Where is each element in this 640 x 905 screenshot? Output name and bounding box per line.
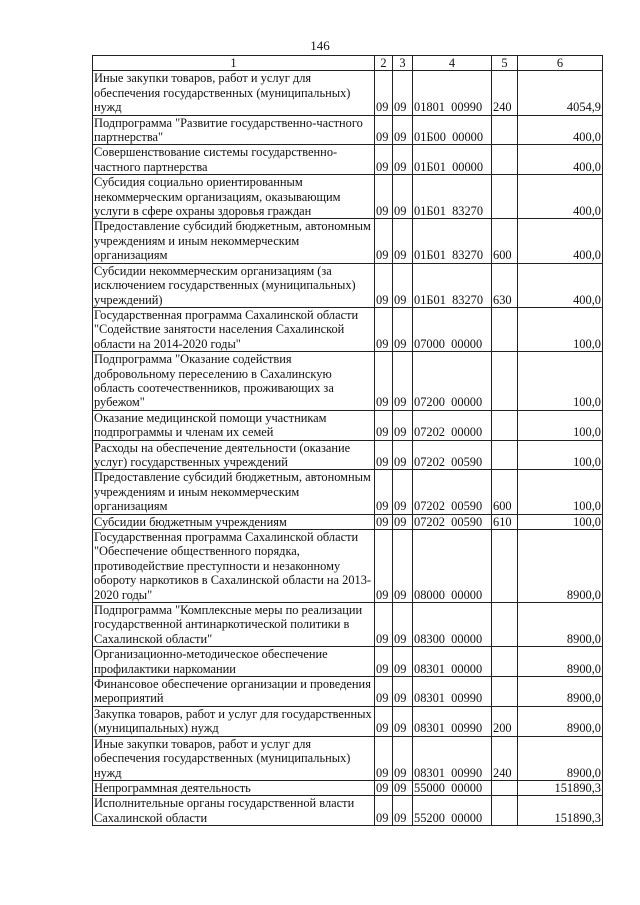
row-subsection-code: 09 [393, 263, 413, 307]
row-subsection-code: 09 [393, 175, 413, 219]
row-name: Субсидии некоммерческим организациям (за исключением государственных (муниципальных) учреждений) [93, 263, 375, 307]
row-section-code: 09 [375, 706, 393, 736]
table-row [93, 647, 603, 677]
row-section-code: 09 [375, 440, 393, 470]
page-number: 146 [310, 38, 330, 53]
row-amount: 400,0 [518, 219, 603, 263]
row-expense-type: 240 [492, 736, 518, 780]
row-subsection-code: 09 [393, 219, 413, 263]
header-row [93, 56, 603, 71]
row-name: Финансовое обеспечение организации и проведения мероприятий [93, 677, 375, 707]
row-expense-type: 600 [492, 219, 518, 263]
row-amount: 8900,0 [518, 706, 603, 736]
row-target-article: 01Б01 83270 [413, 219, 492, 263]
row-name: Исполнительные органы государственной власти Сахалинской области [93, 796, 375, 826]
row-section-code: 09 [375, 470, 393, 514]
row-section-code: 09 [375, 352, 393, 411]
row-amount: 151890,3 [518, 796, 603, 826]
row-amount: 100,0 [518, 514, 603, 529]
row-amount: 151890,3 [518, 780, 603, 795]
row-expense-type: 610 [492, 514, 518, 529]
row-amount: 100,0 [518, 352, 603, 411]
row-section-code: 09 [375, 145, 393, 175]
row-expense-type: 600 [492, 470, 518, 514]
row-subsection-code: 09 [393, 115, 413, 145]
row-subsection-code: 09 [393, 736, 413, 780]
row-expense-type [492, 530, 518, 603]
row-expense-type [492, 175, 518, 219]
row-target-article: 08301 00990 [413, 677, 492, 707]
table-body [93, 71, 603, 826]
row-amount: 100,0 [518, 307, 603, 351]
row-amount: 8900,0 [518, 647, 603, 677]
row-name: Подпрограмма "Комплексные меры по реализации государственной антинаркотической политики в Сахалинской области" [93, 603, 375, 647]
row-target-article: 55200 00000 [413, 796, 492, 826]
row-name: Предоставление субсидий бюджетным, автономным учреждениям и иным некоммерческим организациям [93, 219, 375, 263]
row-section-code: 09 [375, 780, 393, 795]
row-subsection-code: 09 [393, 470, 413, 514]
row-target-article: 08301 00000 [413, 647, 492, 677]
row-expense-type [492, 796, 518, 826]
row-amount: 100,0 [518, 470, 603, 514]
row-target-article: 07200 00000 [413, 352, 492, 411]
row-section-code: 09 [375, 175, 393, 219]
row-amount: 400,0 [518, 115, 603, 145]
table-row [93, 145, 603, 175]
row-section-code: 09 [375, 677, 393, 707]
row-target-article: 07202 00590 [413, 440, 492, 470]
row-expense-type [492, 307, 518, 351]
row-target-article: 01Б00 00000 [413, 115, 492, 145]
row-amount: 100,0 [518, 410, 603, 440]
row-section-code: 09 [375, 307, 393, 351]
row-expense-type [492, 115, 518, 145]
row-expense-type [492, 352, 518, 411]
row-expense-type: 240 [492, 71, 518, 115]
table-row [93, 71, 603, 115]
table-row [93, 514, 603, 529]
row-subsection-code: 09 [393, 603, 413, 647]
table-row [93, 440, 603, 470]
row-name: Субсидии бюджетным учреждениям [93, 514, 375, 529]
row-target-article: 01801 00990 [413, 71, 492, 115]
row-target-article: 08000 00000 [413, 530, 492, 603]
row-name: Предоставление субсидий бюджетным, автономным учреждениям и иным некоммерческим организациям [93, 470, 375, 514]
row-name: Государственная программа Сахалинской области "Обеспечение общественного порядка, противодействие преступности и незаконному обороту наркотиков в Сахалинской области на 2013-2020 годы" [93, 530, 375, 603]
row-expense-type [492, 410, 518, 440]
row-expense-type [492, 647, 518, 677]
row-subsection-code: 09 [393, 352, 413, 411]
row-amount: 400,0 [518, 263, 603, 307]
table-row [93, 530, 603, 603]
table-row [93, 706, 603, 736]
row-section-code: 09 [375, 514, 393, 529]
row-name: Закупка товаров, работ и услуг для государственных (муниципальных) нужд [93, 706, 375, 736]
budget-table [92, 55, 603, 826]
row-section-code: 09 [375, 736, 393, 780]
row-section-code: 09 [375, 796, 393, 826]
table-row [93, 219, 603, 263]
row-section-code: 09 [375, 115, 393, 145]
row-expense-type [492, 603, 518, 647]
row-amount: 4054,9 [518, 71, 603, 115]
row-subsection-code: 09 [393, 706, 413, 736]
table-row [93, 603, 603, 647]
row-amount: 8900,0 [518, 736, 603, 780]
row-target-article: 01Б01 00000 [413, 145, 492, 175]
table-row [93, 410, 603, 440]
row-name: Оказание медицинской помощи участникам подпрограммы и членам их семей [93, 410, 375, 440]
table-row [93, 470, 603, 514]
row-target-article: 55000 00000 [413, 780, 492, 795]
row-subsection-code: 09 [393, 440, 413, 470]
row-amount: 8900,0 [518, 603, 603, 647]
row-subsection-code: 09 [393, 677, 413, 707]
row-name: Организационно-методическое обеспечение профилактики наркомании [93, 647, 375, 677]
row-target-article: 07202 00000 [413, 410, 492, 440]
row-expense-type [492, 145, 518, 175]
row-amount: 400,0 [518, 145, 603, 175]
table-row [93, 263, 603, 307]
row-expense-type: 200 [492, 706, 518, 736]
row-target-article: 01Б01 83270 [413, 263, 492, 307]
row-expense-type [492, 440, 518, 470]
row-amount: 8900,0 [518, 530, 603, 603]
row-name: Иные закупки товаров, работ и услуг для обеспечения государственных (муниципальных) нужд [93, 71, 375, 115]
row-subsection-code: 09 [393, 307, 413, 351]
row-target-article: 08301 00990 [413, 706, 492, 736]
row-name: Непрограммная деятельность [93, 780, 375, 795]
table-row [93, 796, 603, 826]
table-row [93, 736, 603, 780]
row-name: Иные закупки товаров, работ и услуг для обеспечения государственных (муниципальных) нужд [93, 736, 375, 780]
row-section-code: 09 [375, 530, 393, 603]
header-col-3: 3 [393, 56, 413, 71]
row-target-article: 08300 00000 [413, 603, 492, 647]
table-row [93, 307, 603, 351]
table-row [93, 677, 603, 707]
row-subsection-code: 09 [393, 514, 413, 529]
header-col-2: 2 [375, 56, 393, 71]
table-row [93, 780, 603, 795]
row-name: Государственная программа Сахалинской области "Содействие занятости населения Сахалинской области на 2014-2020 годы" [93, 307, 375, 351]
row-subsection-code: 09 [393, 145, 413, 175]
row-name: Субсидия социально ориентированным некоммерческим организациям, оказывающим услуги в сфере охраны здоровья граждан [93, 175, 375, 219]
row-name: Подпрограмма "Оказание содействия добровольному переселению в Сахалинскую область соотечественников, проживающих за рубежом" [93, 352, 375, 411]
row-target-article: 07202 00590 [413, 514, 492, 529]
row-expense-type [492, 677, 518, 707]
header-col-1: 1 [93, 56, 375, 71]
table-row [93, 115, 603, 145]
row-subsection-code: 09 [393, 530, 413, 603]
row-amount: 100,0 [518, 440, 603, 470]
row-subsection-code: 09 [393, 796, 413, 826]
row-subsection-code: 09 [393, 71, 413, 115]
row-section-code: 09 [375, 263, 393, 307]
row-name: Расходы на обеспечение деятельности (оказание услуг) государственных учреждений [93, 440, 375, 470]
header-col-4: 4 [413, 56, 492, 71]
row-expense-type: 630 [492, 263, 518, 307]
row-section-code: 09 [375, 410, 393, 440]
row-subsection-code: 09 [393, 780, 413, 795]
row-target-article: 08301 00990 [413, 736, 492, 780]
row-expense-type [492, 780, 518, 795]
table-row [93, 175, 603, 219]
row-name: Совершенствование системы государственно-частного партнерства [93, 145, 375, 175]
row-amount: 400,0 [518, 175, 603, 219]
row-target-article: 07000 00000 [413, 307, 492, 351]
table-row [93, 352, 603, 411]
row-section-code: 09 [375, 71, 393, 115]
row-subsection-code: 09 [393, 410, 413, 440]
row-section-code: 09 [375, 647, 393, 677]
row-section-code: 09 [375, 219, 393, 263]
row-section-code: 09 [375, 603, 393, 647]
row-amount: 8900,0 [518, 677, 603, 707]
row-target-article: 07202 00590 [413, 470, 492, 514]
row-target-article: 01Б01 83270 [413, 175, 492, 219]
header-col-5: 5 [492, 56, 518, 71]
row-name: Подпрограмма "Развитие государственно-частного партнерства" [93, 115, 375, 145]
row-subsection-code: 09 [393, 647, 413, 677]
header-col-6: 6 [518, 56, 603, 71]
